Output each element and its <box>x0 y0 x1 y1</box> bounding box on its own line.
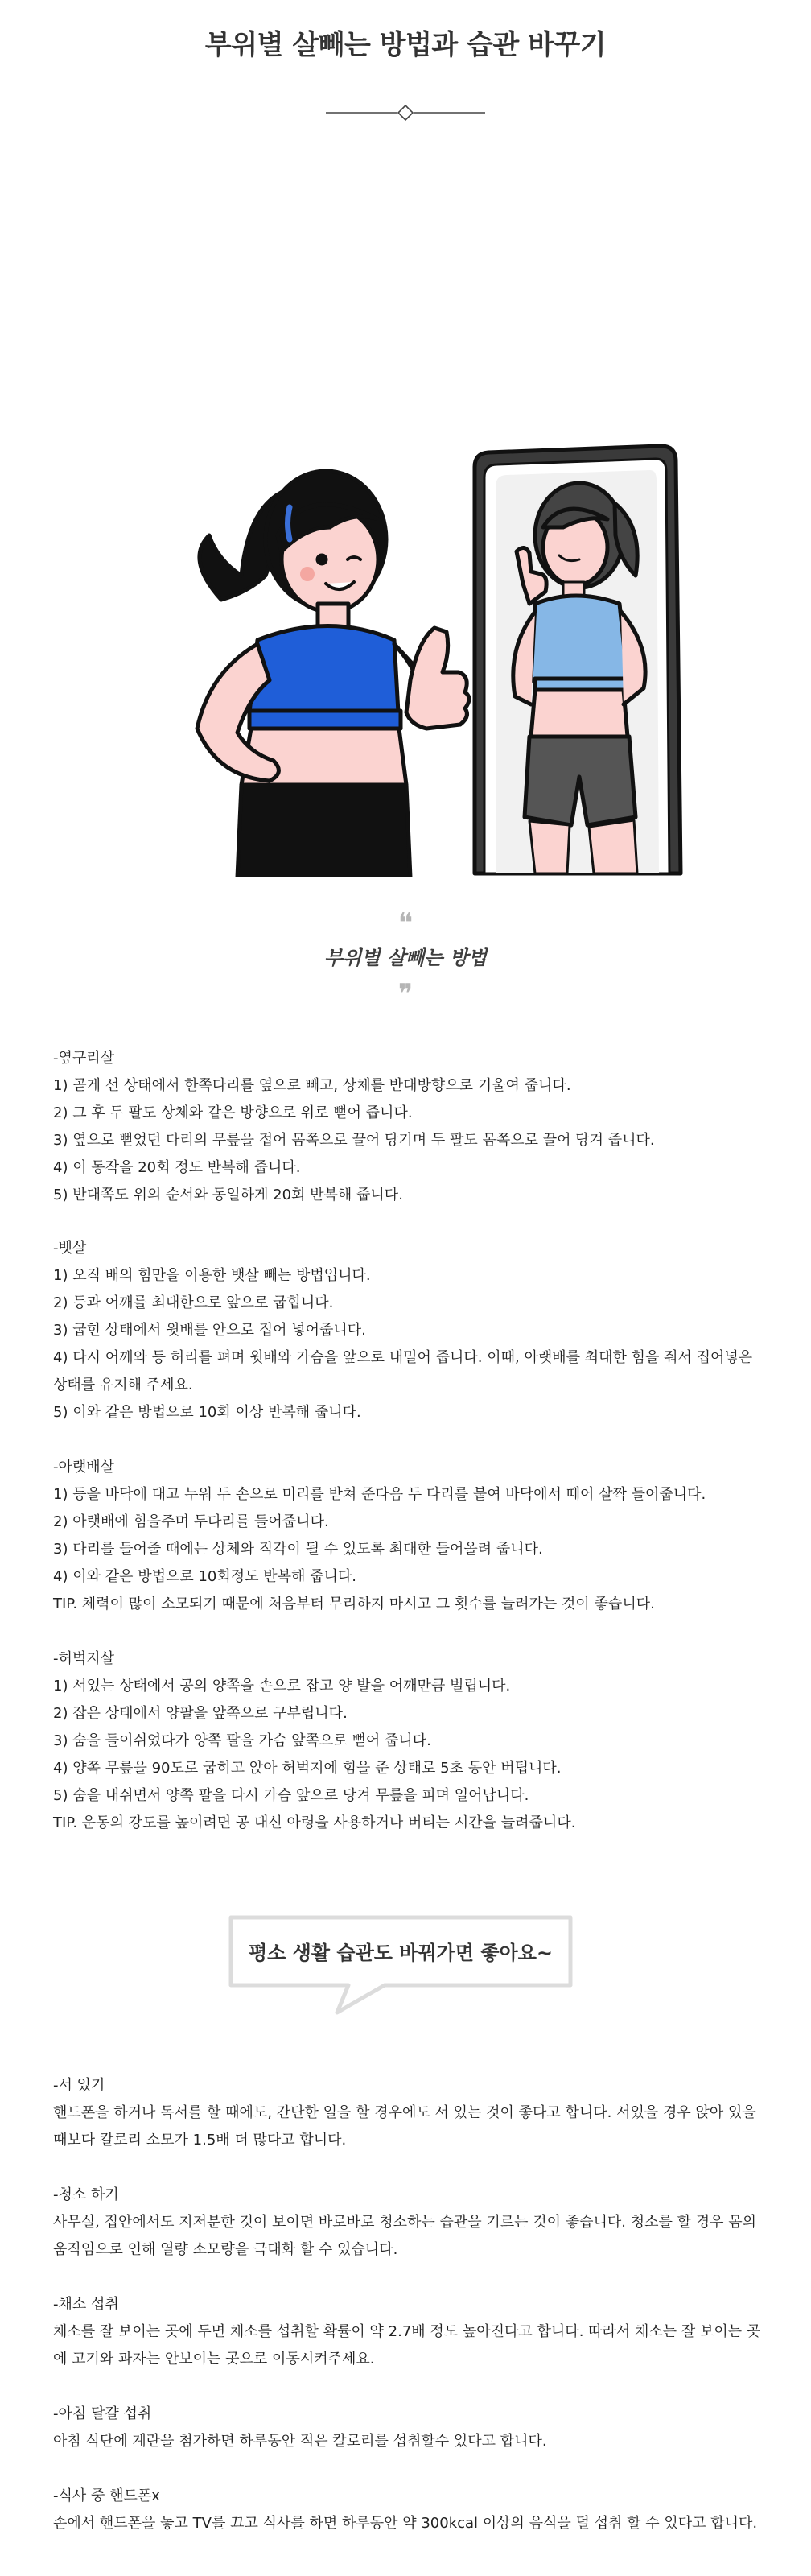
exercise-step: 3) 숨을 들이쉬었다가 양쪽 팔을 가슴 앞쪽으로 뻗어 줍니다. <box>53 1732 431 1749</box>
habit-text: 핸드폰을 하거나 독서를 할 때에도, 간단한 일을 할 경우에도 서 있는 것이 좋다고 합니다. 서있을 경우 앉아 있을 때보다 칼로리 소모가 1.5배 더 많다고 합니다. <box>53 2104 756 2149</box>
title-divider <box>326 103 485 122</box>
exercise-step: 4) 이와 같은 방법으로 10회정도 반복해 줍니다. <box>53 1568 357 1585</box>
exercise-tip: TIP. 운동의 강도를 높이려면 공 대신 아령을 사용하거나 버티는 시간을 늘려줍니다. <box>53 1814 576 1831</box>
exercise-step: 4) 다시 어깨와 등 허리를 펴며 윗배와 가슴을 앞으로 내밀어 줍니다. 이때, 아랫배를 최대한 힘을 줘서 집어넣은 상태를 유지해 주세요. <box>53 1349 753 1393</box>
section-subtitle: 부위별 살빼는 방법 <box>323 947 488 969</box>
habit-block-standing <box>53 2072 761 2154</box>
callout-text: 평소 생활 습관도 바꿔가면 좋아요~ <box>248 1941 554 1964</box>
woman-figure <box>197 471 469 877</box>
exercise-step: 5) 반대쪽도 위의 순서와 동일하게 20회 반복해 줍니다. <box>53 1187 403 1203</box>
exercise-step: 3) 옆으로 뻗었던 다리의 무릎을 접어 몸쪽으로 끌어 당기며 두 팔도 몸쪽으로 끌어 당겨 줍니다. <box>53 1132 655 1149</box>
exercise-tip: TIP. 체력이 많이 소모되기 때문에 처음부터 무리하지 마시고 그 횟수를 늘려가는 것이 좋습니다. <box>53 1596 655 1612</box>
exercise-block-thigh <box>53 1645 761 1837</box>
habit-block-egg <box>53 2401 761 2455</box>
exercise-block-lower-belly <box>53 1454 761 1618</box>
exercise-step: 2) 잡은 상태에서 양팔을 앞쪽으로 구부립니다. <box>53 1705 348 1722</box>
exercise-step: 1) 오직 배의 힘만을 이용한 뱃살 빼는 방법입니다. <box>53 1267 371 1284</box>
habit-text: 아침 식단에 계란을 첨가하면 하루동안 적은 칼로리를 섭취할수 있다고 합니다. <box>53 2433 547 2450</box>
exercise-heading: -허벅지살 <box>53 1650 115 1667</box>
exercise-block-side <box>53 1045 761 1209</box>
habit-heading: -식사 중 핸드폰x <box>53 2487 160 2504</box>
habit-heading: -채소 섭취 <box>53 2296 119 2313</box>
exercise-step: 2) 그 후 두 팔도 상체와 같은 방향으로 위로 뻗어 줍니다. <box>53 1104 413 1121</box>
habit-block-no-phone <box>53 2483 761 2537</box>
habit-heading: -청소 하기 <box>53 2186 119 2203</box>
exercise-step: 5) 이와 같은 방법으로 10회 이상 반복해 줍니다. <box>53 1404 361 1421</box>
exercise-block-belly <box>53 1235 761 1426</box>
habit-block-vegetables <box>53 2291 761 2373</box>
habit-block-cleaning <box>53 2182 761 2264</box>
exercise-step: 3) 다리를 들어줄 때에는 상체와 직각이 될 수 있도록 최대한 들어올려 줍니다. <box>53 1541 543 1558</box>
exercise-step: 2) 아랫배에 힘을주며 두다리를 들어줍니다. <box>53 1513 329 1530</box>
habit-heading: -아침 달걀 섭취 <box>53 2405 152 2422</box>
hero-illustration <box>129 439 692 877</box>
exercise-step: 1) 등을 바닥에 대고 누워 두 손으로 머리를 받쳐 준다음 두 다리를 붙여 바닥에서 떼어 살짝 들어줍니다. <box>53 1486 706 1503</box>
exercise-heading: -아랫배살 <box>53 1459 115 1476</box>
habit-text: 채소를 잘 보이는 곳에 두면 채소를 섭취할 확률이 약 2.7배 정도 높아진다고 합니다. 따라서 채소는 잘 보이는 곳에 고기와 과자는 안보이는 곳으로 이동시켜주세요. <box>53 2323 761 2368</box>
exercise-step: 1) 곧게 선 상태에서 한쪽다리를 옆으로 빼고, 상체를 반대방향으로 기울여 줍니다. <box>53 1077 571 1094</box>
quote-close-icon: ❞ <box>397 978 414 1010</box>
exercise-step: 4) 양쪽 무릎을 90도로 굽히고 앉아 허벅지에 힘을 준 상태로 5초 동안 버팁니다. <box>53 1760 562 1777</box>
exercise-heading: -뱃살 <box>53 1240 87 1257</box>
quote-open-icon: ❝ <box>397 907 414 939</box>
exercise-step: 3) 굽힌 상태에서 윗배를 안으로 집어 넣어줍니다. <box>53 1322 366 1339</box>
exercise-heading: -옆구리살 <box>53 1050 115 1067</box>
habit-text: 손에서 핸드폰을 놓고 TV를 끄고 식사를 하면 하루동안 약 300kcal 이상의 음식을 덜 섭취 할 수 있다고 합니다. <box>53 2515 758 2532</box>
habit-heading: -서 있기 <box>53 2077 105 2094</box>
exercise-step: 5) 숨을 내쉬면서 양쪽 팔을 다시 가슴 앞으로 당겨 무릎을 피며 일어납니다. <box>53 1787 529 1804</box>
exercise-step: 4) 이 동작을 20회 정도 반복해 줍니다. <box>53 1159 301 1176</box>
diamond-icon <box>398 105 413 120</box>
habit-text: 사무실, 집안에서도 지저분한 것이 보이면 바로바로 청소하는 습관을 기르는 것이 좋습니다. 청소를 할 경우 몸의 움직임으로 인해 열량 소모량을 극대화 할 수 있습니다. <box>53 2214 757 2258</box>
page-title: 부위별 살빼는 방법과 습관 바꾸기 <box>204 29 607 61</box>
exercise-step: 2) 등과 어깨를 최대한으로 앞으로 굽힙니다. <box>53 1294 334 1311</box>
exercise-step: 1) 서있는 상태에서 공의 양쪽을 손으로 잡고 양 발을 어깨만큼 벌립니다. <box>53 1678 511 1695</box>
